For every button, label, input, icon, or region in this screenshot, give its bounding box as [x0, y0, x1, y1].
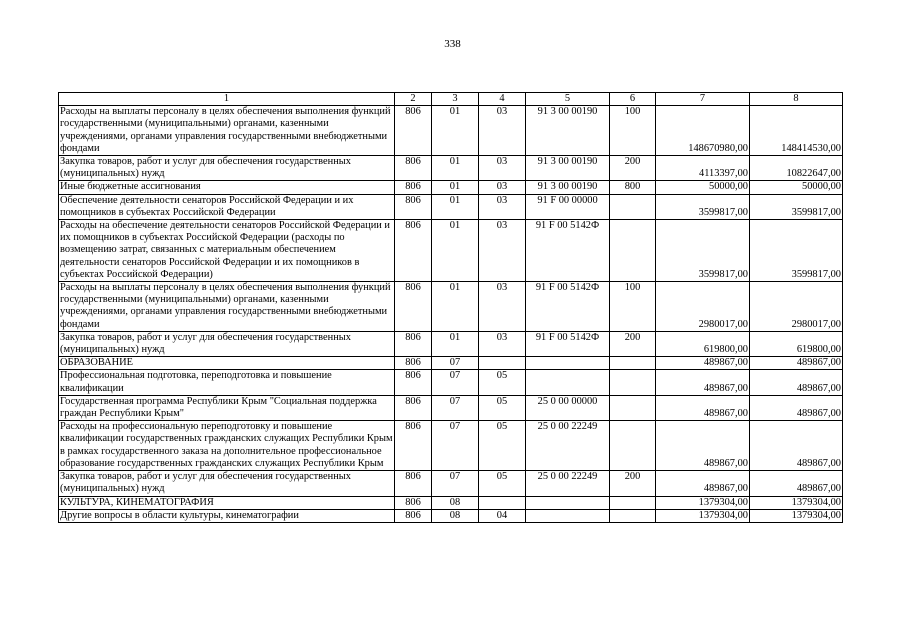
- amount-year1-cell: 3599817,00: [656, 194, 750, 219]
- ministry-code-cell: 806: [395, 331, 432, 356]
- target-article-cell: 91 F 00 5142Ф: [526, 220, 610, 282]
- target-article-cell: [526, 357, 610, 370]
- subsection-code-cell: 05: [479, 370, 526, 395]
- expense-type-cell: 200: [610, 471, 656, 496]
- amount-year1-cell: 1379304,00: [656, 509, 750, 522]
- ministry-code-cell: 806: [395, 357, 432, 370]
- amount-year2-cell: 148414530,00: [750, 106, 843, 156]
- row-name-cell: Профессиональная подготовка, переподготовка и повышение квалификации: [59, 370, 395, 395]
- amount-year2-cell: 1379304,00: [750, 496, 843, 509]
- row-name-cell: Иные бюджетные ассигнования: [59, 181, 395, 194]
- ministry-code-cell: 806: [395, 496, 432, 509]
- amount-year1-cell: 4113397,00: [656, 156, 750, 181]
- expense-type-cell: 100: [610, 282, 656, 332]
- expense-type-cell: [610, 220, 656, 282]
- ministry-code-cell: 806: [395, 370, 432, 395]
- row-name-cell: Расходы на выплаты персоналу в целях обеспечения выполнения функций государственными (муниципальными) органами, казенными учреждениями, органами управления государственными внебюджетными фондами: [59, 106, 395, 156]
- amount-year1-cell: 489867,00: [656, 357, 750, 370]
- subsection-code-cell: 03: [479, 282, 526, 332]
- target-article-cell: [526, 496, 610, 509]
- ministry-code-cell: 806: [395, 156, 432, 181]
- table-row: [59, 496, 843, 509]
- section-code-cell: 07: [432, 421, 479, 471]
- subsection-code-cell: [479, 357, 526, 370]
- section-code-cell: 01: [432, 220, 479, 282]
- column-header: 4: [479, 93, 526, 106]
- table-row: [59, 181, 843, 194]
- expense-type-cell: 200: [610, 331, 656, 356]
- row-name-cell: Расходы на выплаты персоналу в целях обеспечения выполнения функций государственными (муниципальными) органами, казенными учреждениями, органами управления государственными внебюджетными фондами: [59, 282, 395, 332]
- amount-year2-cell: 3599817,00: [750, 220, 843, 282]
- row-name-cell: Закупка товаров, работ и услуг для обеспечения государственных (муниципальных) нужд: [59, 156, 395, 181]
- ministry-code-cell: 806: [395, 395, 432, 420]
- target-article-cell: [526, 370, 610, 395]
- expense-type-cell: 100: [610, 106, 656, 156]
- amount-year2-cell: 10822647,00: [750, 156, 843, 181]
- ministry-code-cell: 806: [395, 471, 432, 496]
- expense-type-cell: [610, 421, 656, 471]
- row-name-cell: Другие вопросы в области культуры, кинематографии: [59, 509, 395, 522]
- amount-year1-cell: 489867,00: [656, 421, 750, 471]
- column-header: 6: [610, 93, 656, 106]
- ministry-code-cell: 806: [395, 509, 432, 522]
- table-row: [59, 421, 843, 471]
- amount-year2-cell: 489867,00: [750, 471, 843, 496]
- subsection-code-cell: 04: [479, 509, 526, 522]
- section-code-cell: 01: [432, 331, 479, 356]
- expense-type-cell: [610, 496, 656, 509]
- amount-year1-cell: 148670980,00: [656, 106, 750, 156]
- expense-type-cell: [610, 194, 656, 219]
- table-row: [59, 471, 843, 496]
- section-code-cell: 07: [432, 370, 479, 395]
- target-article-cell: 25 0 00 22249: [526, 421, 610, 471]
- amount-year1-cell: 619800,00: [656, 331, 750, 356]
- section-code-cell: 07: [432, 395, 479, 420]
- target-article-cell: 91 3 00 00190: [526, 106, 610, 156]
- amount-year2-cell: 50000,00: [750, 181, 843, 194]
- ministry-code-cell: 806: [395, 194, 432, 219]
- row-name-cell: Расходы на профессиональную переподготовку и повышение квалификации государственных гражданских служащих Республики Крым в рамках государственного заказа на дополнительное профессиональное образование государственных гражданских служащих Республики Крым: [60, 421, 393, 469]
- amount-year2-cell: 3599817,00: [750, 194, 843, 219]
- section-code-cell: 01: [432, 194, 479, 219]
- subsection-code-cell: 03: [479, 194, 526, 219]
- amount-year1-cell: 489867,00: [656, 370, 750, 395]
- table-row: [59, 106, 843, 156]
- subsection-code-cell: 03: [479, 220, 526, 282]
- section-code-cell: 08: [432, 509, 479, 522]
- page-number: 338: [444, 38, 461, 50]
- table-row: [59, 509, 843, 522]
- ministry-code-cell: 806: [395, 106, 432, 156]
- table-row: [59, 370, 843, 395]
- amount-year1-cell: 50000,00: [656, 181, 750, 194]
- expense-type-cell: [610, 370, 656, 395]
- column-header: 3: [432, 93, 479, 106]
- amount-year1-cell: 489867,00: [656, 395, 750, 420]
- section-code-cell: 01: [432, 106, 479, 156]
- target-article-cell: 91 3 00 00190: [526, 156, 610, 181]
- expense-type-cell: 800: [610, 181, 656, 194]
- subsection-code-cell: [479, 496, 526, 509]
- row-name-cell: ОБРАЗОВАНИЕ: [59, 357, 395, 370]
- table-row: [59, 357, 843, 370]
- amount-year2-cell: 489867,00: [750, 421, 843, 471]
- target-article-cell: [526, 509, 610, 522]
- table-row: [59, 220, 843, 282]
- section-code-cell: 01: [432, 181, 479, 194]
- row-name-cell: Закупка товаров, работ и услуг для обеспечения государственных (муниципальных) нужд: [59, 471, 395, 496]
- expense-type-cell: [610, 357, 656, 370]
- column-header: 2: [395, 93, 432, 106]
- expense-type-cell: 200: [610, 156, 656, 181]
- section-code-cell: 07: [432, 357, 479, 370]
- table-row: [59, 156, 843, 181]
- expense-type-cell: [610, 395, 656, 420]
- section-code-cell: 08: [432, 496, 479, 509]
- row-name-cell: КУЛЬТУРА, КИНЕМАТОГРАФИЯ: [59, 496, 395, 509]
- target-article-cell: 91 3 00 00190: [526, 181, 610, 194]
- subsection-code-cell: 03: [479, 181, 526, 194]
- target-article-cell: 25 0 00 00000: [526, 395, 610, 420]
- subsection-code-cell: 03: [479, 106, 526, 156]
- ministry-code-cell: 806: [395, 282, 432, 332]
- column-header: 7: [656, 93, 750, 106]
- row-name-cell: Закупка товаров, работ и услуг для обеспечения государственных (муниципальных) нужд: [59, 331, 395, 356]
- amount-year1-cell: 1379304,00: [656, 496, 750, 509]
- subsection-code-cell: 03: [479, 156, 526, 181]
- row-name-cell: Расходы на обеспечение деятельности сенаторов Российской Федерации и их помощников в субъектах Российской Федерации (расходы по возмещению затрат, связанных с материальным обеспечением деятельности сенаторов Российской Федерации и их помощников в субъектах Российской Федерации): [59, 220, 395, 282]
- amount-year1-cell: 2980017,00: [656, 282, 750, 332]
- column-header: 1: [59, 93, 395, 106]
- target-article-cell: 91 F 00 5142Ф: [526, 282, 610, 332]
- subsection-code-cell: 05: [479, 471, 526, 496]
- amount-year2-cell: 619800,00: [750, 331, 843, 356]
- subsection-code-cell: 05: [479, 395, 526, 420]
- row-name-cell: Обеспечение деятельности сенаторов Российской Федерации и их помощников в субъектах Российской Федерации: [59, 194, 395, 219]
- amount-year1-cell: 3599817,00: [656, 220, 750, 282]
- row-name-cell: Государственная программа Республики Крым "Социальная поддержка граждан Республики Крым": [59, 395, 395, 420]
- ministry-code-cell: 806: [395, 220, 432, 282]
- amount-year2-cell: 2980017,00: [750, 282, 843, 332]
- column-header: 5: [526, 93, 610, 106]
- column-header: 8: [750, 93, 843, 106]
- target-article-cell: 91 F 00 00000: [526, 194, 610, 219]
- amount-year1-cell: 489867,00: [656, 471, 750, 496]
- amount-year2-cell: 489867,00: [750, 370, 843, 395]
- table-row: [59, 331, 843, 356]
- table-row: [59, 282, 843, 332]
- amount-year2-cell: 489867,00: [750, 357, 843, 370]
- ministry-code-cell: 806: [395, 421, 432, 471]
- ministry-code-cell: 806: [395, 181, 432, 194]
- target-article-cell: 91 F 00 5142Ф: [526, 331, 610, 356]
- expense-type-cell: [610, 509, 656, 522]
- budget-table: [58, 92, 843, 523]
- subsection-code-cell: 05: [479, 421, 526, 471]
- table-row: [59, 194, 843, 219]
- section-code-cell: 01: [432, 156, 479, 181]
- table-header-row: [59, 93, 843, 106]
- target-article-cell: 25 0 00 22249: [526, 471, 610, 496]
- amount-year2-cell: 1379304,00: [750, 509, 843, 522]
- section-code-cell: 07: [432, 471, 479, 496]
- table-row: [59, 395, 843, 420]
- subsection-code-cell: 03: [479, 331, 526, 356]
- amount-year2-cell: 489867,00: [750, 395, 843, 420]
- section-code-cell: 01: [432, 282, 479, 332]
